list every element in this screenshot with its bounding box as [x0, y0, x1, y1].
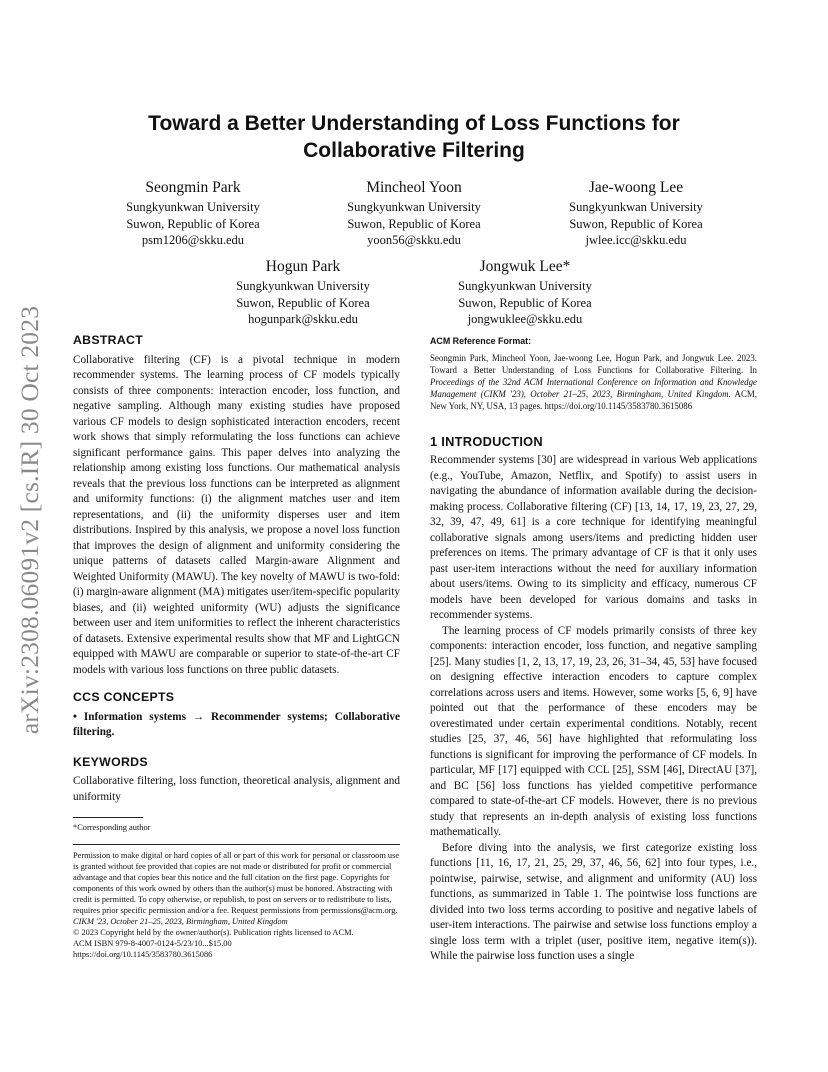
permission-divider — [73, 844, 400, 845]
introduction-heading: 1 INTRODUCTION — [430, 433, 543, 449]
acm-reference-heading: ACM Reference Format: — [430, 336, 532, 346]
paper-title: Toward a Better Understanding of Loss Functions for Collaborative Filtering — [148, 112, 680, 162]
footnote-divider — [73, 817, 143, 818]
arxiv-identifier-stamp: arXiv:2308.06091v2 [cs.IR] 30 Oct 2023 — [15, 305, 45, 735]
corresponding-author-footnote: *Corresponding author — [73, 823, 151, 832]
left-column — [73, 333, 400, 960]
keywords-section — [73, 755, 400, 806]
ccs-concepts-section — [73, 690, 400, 741]
ccs-heading: CCS CONCEPTS — [73, 690, 175, 704]
introduction-paragraph-3: Before diving into the analysis, we first categorize existing loss functions [11, 16, 17, 21, 25, 29, 37, 46, 56, 62] into four types, i.e., pointwise, pairwise, setwise, and alignment and uniformity (AU) loss functions, as summarized in Table 1. The pointwise loss functions are divided into two loss terms according to positive and negative labels of user-item interactions. The pairwise and setwise loss functions employ a single loss term with a triplet (user, positive item, negative item(s)). While the pairwise loss function uses a single — [430, 841, 757, 963]
keywords-heading: KEYWORDS — [73, 754, 148, 769]
introduction-paragraph-2: The learning process of CF models primarily consists of three key components: interaction encoder, loss function, and negative sampling [25]. Many studies [1, 2, 13, 17, 19, 23, 26, 31–34, 45, 53] have focused on designing effective interaction encoders to capture complex correlations across users and items. However, some works [5, 6, 9] have pointed out that the performance of these encoders may be overestimated under certain experimental conditions. Notably, recent studies [25, 37, 46, 56] have highlighted that reformulating loss functions is significant for improving the performance of CF models. In particular, MF [17] equipped with CCL [25], SSM [46], DirectAU [37], and BC [56] loss functions has yielded competitive performance compared to state-of-the-art CF models. However, there is no previous study that represents an in-depth analysis of existing loss functions mathematically. — [430, 624, 757, 839]
author-email[interactable]: hogunpark@skku.edu — [248, 312, 358, 326]
author-email[interactable]: psm1206@skku.edu — [141, 233, 245, 247]
author-block: Jongwuk Lee* Sungkyunkwan University Suwon, Republic of Korea jongwuklee@skku.edu — [425, 257, 625, 328]
author-email[interactable]: jwlee.icc@skku.edu — [585, 233, 687, 247]
author-block: Jae-woong Lee Sungkyunkwan University Suwon, Republic of Korea jwlee.icc@skku.edu — [536, 178, 736, 249]
permission-notice: Permission to make digital or hard copies of all or part of this work for personal or classroom use is granted without fee provided that copies are not made or distributed for profit or commercial advantage and that copies bear this notice and the full citation on the first page. Copyrights for components of this work owned by others than the author(s) must be honored. Abstracting with credit is permitted. To copy otherwise, or republish, to post on servers or to redistribute to lists, requires prior specific permission and/or a fee. Request permissions from permissions@acm.org. CIKM '23, October 21–25, 2023, Birmingham, United Kingdom © 2023 Copyright held by the owner/author(s). Publication rights licensed to ACM. ACM ISBN 979-8-4007-0124-5/23/10...$15.00 https://doi.org/10.1145/3583780.3615086 — [73, 851, 400, 959]
right-column — [430, 334, 757, 965]
ccs-text: • Information systems → Recommender systems; Collaborative filtering. — [73, 710, 400, 738]
introduction-paragraph-1: Recommender systems [30] are widespread in various Web applications (e.g., YouTube, Amazon, Netflix, and Spotify) to assist users in navigating the abundance of information available during the decision-making process. Collaborative filtering (CF) [13, 14, 17, 19, 23, 27, 29, 32, 39, 47, 49, 61] is a core technique for identifying meaningful collaborative signals among users/items and predicting hidden user preferences on items. The primary advantage of CF is that it only uses past user-item interactions without the need for auxiliary information about users/items. Owing to its simplicity and efficacy, numerous CF models have been developed for various domains and tasks in recommender systems. — [430, 454, 757, 622]
introduction-section — [430, 434, 757, 965]
author-block: Seongmin Park Sungkyunkwan University Suwon, Republic of Korea psm1206@skku.edu — [93, 178, 293, 249]
keywords-text: Collaborative filtering, loss function, theoretical analysis, alignment and uniformity — [73, 775, 400, 803]
abstract-text: Collaborative filtering (CF) is a pivotal technique in modern recommender systems. The learning process of CF models typically consists of three components: interaction encoder, loss function, and negative sampling. Although many existing studies have proposed various CF models to design sophisticated interaction encoders, recent work shows that simply reformulating the loss functions can achieve significant performance gains. This paper delves into analyzing the relationship among existing loss functions. Our mathematical analysis reveals that the previous loss functions can be interpreted as alignment and uniformity functions: (i) the alignment matches user and item representations, and (ii) the uniformity disperses user and item distributions. Inspired by this analysis, we propose a novel loss function that improves the design of alignment and uniformity considering the unique patterns of datasets called Margin-aware Alignment and Weighted Uniformity (MAWU). The key novelty of MAWU is two-fold: (i) margin-aware alignment (MA) mitigates user/item-specific popularity biases, and (ii) weighted uniformity (WU) adjusts the significance between user and item uniformities to reflect the inherent characteristics of datasets. Extensive experimental results show that MF and LightGCN equipped with MAWU are comparable or superior to state-of-the-art CF models with various loss functions on three public datasets. — [73, 353, 400, 676]
author-block: Mincheol Yoon Sungkyunkwan University Suwon, Republic of Korea yoon56@skku.edu — [314, 178, 514, 249]
acm-reference-text: Seongmin Park, Mincheol Yoon, Jae-woong Lee, Hogun Park, and Jongwuk Lee. 2023. Toward a Better Understanding of Loss Functions for Collaborative Filtering. In Proceedings of the 32nd ACM International Conference on Information and Knowledge Management (CIKM '23), October 21–25, 2023, Birmingham, United Kingdom. ACM, New York, NY, USA, 13 pages. https://doi.org/10.1145/3583780.3615086 — [430, 352, 757, 412]
author-email[interactable]: yoon56@skku.edu — [367, 233, 461, 247]
author-block: Hogun Park Sungkyunkwan University Suwon, Republic of Korea hogunpark@skku.edu — [203, 257, 403, 328]
abstract-heading: ABSTRACT — [73, 333, 144, 347]
doi-link[interactable]: https://doi.org/10.1145/3583780.3615086 — [73, 950, 213, 959]
author-email[interactable]: jongwuklee@skku.edu — [467, 312, 583, 326]
